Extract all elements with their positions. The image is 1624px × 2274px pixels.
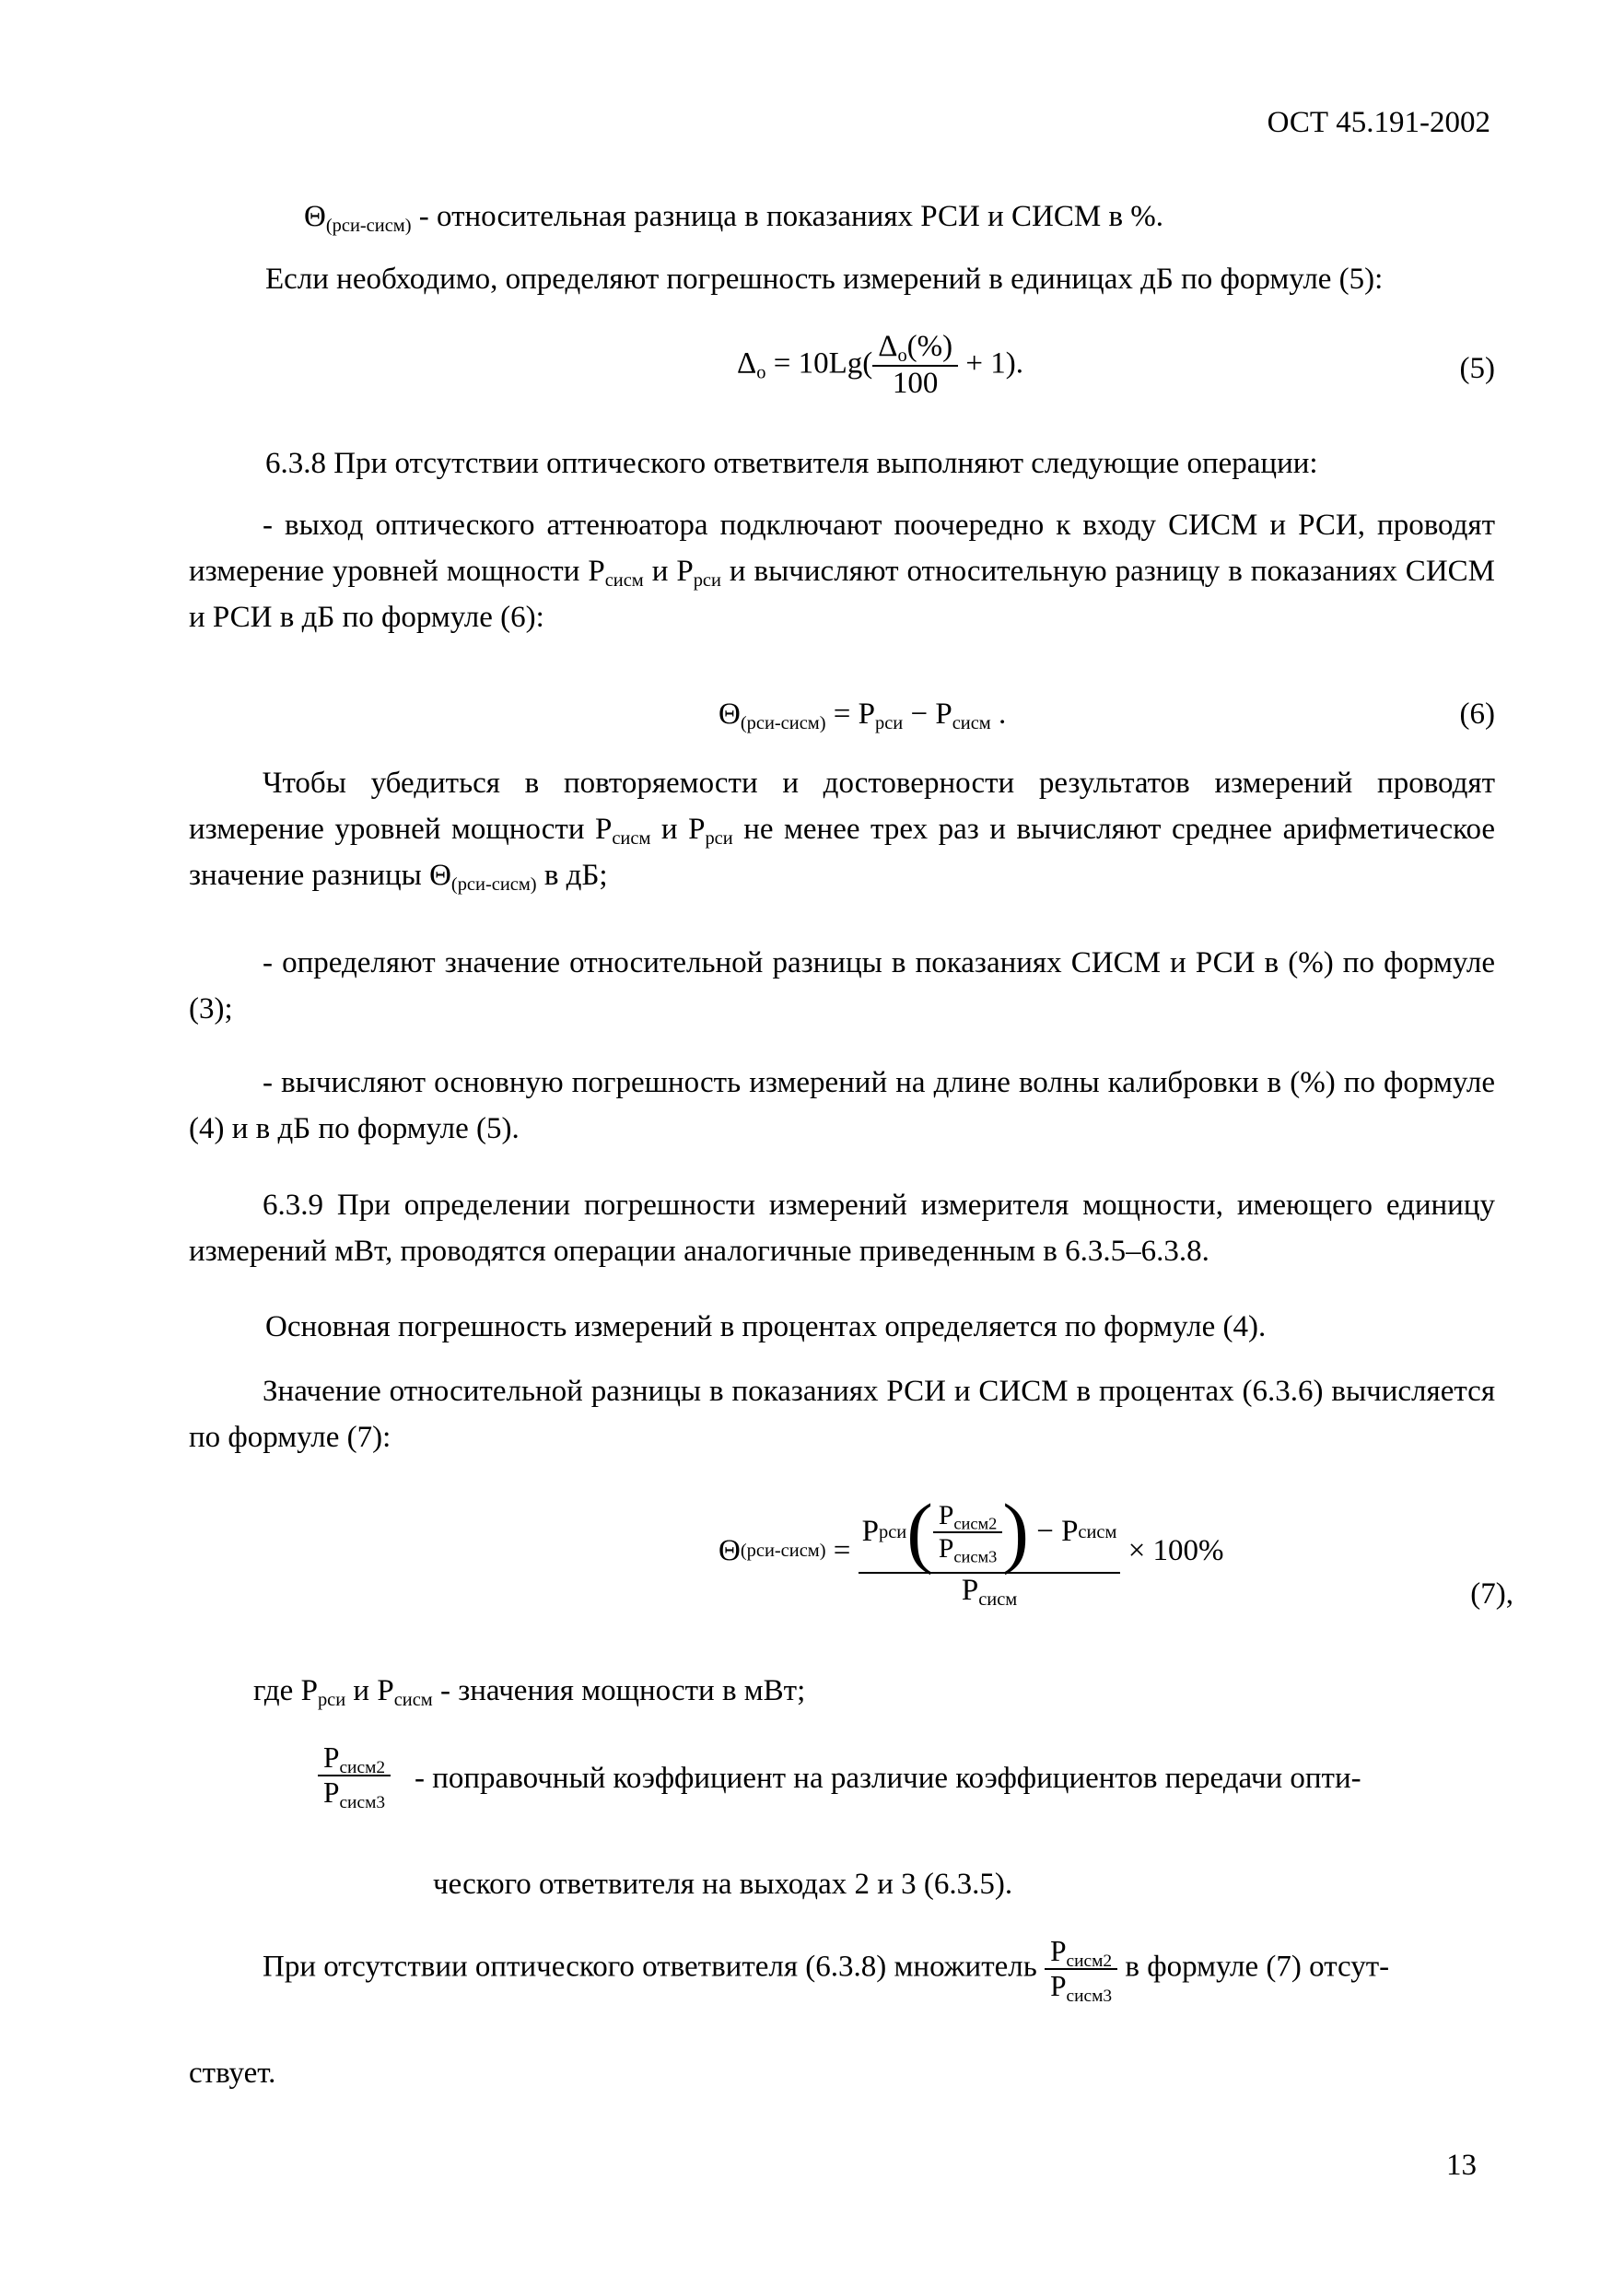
p5-text-4: в дБ;	[536, 859, 608, 892]
formula-7-inner-fraction	[933, 1500, 1003, 1565]
paragraph-where	[253, 1668, 805, 1714]
coef-den-p: Р	[323, 1776, 340, 1810]
formula-7-inner-num-p: Р	[938, 1500, 954, 1530]
formula-7-den-sub: сисм	[978, 1588, 1018, 1610]
coef-den-sub: сисм3	[339, 1792, 386, 1812]
formula-5-suffix: + 1).	[958, 346, 1023, 381]
coef-num-sub: сисм2	[339, 1757, 386, 1777]
p5-text-2: и Р	[650, 813, 706, 846]
p4-sub-1: сисм	[604, 570, 644, 592]
document-code: ОСТ 45.191-2002	[1267, 106, 1490, 139]
p5-text-3: не менее трех раз и вычисляют среднее арифметическое значение разницы Θ	[189, 813, 1496, 892]
last-num-p: Р	[1050, 1935, 1067, 1967]
p4-text-1: - выход оптического аттенюатора подключают поочередно к входу СИСМ и РСИ, проводят измерение уровней мощности Р	[189, 509, 1495, 588]
formula-7-p-rsi: Р	[861, 1514, 879, 1548]
coef-text-line-1: - поправочный коэффициент на различие коэффициентов передачи опти-	[415, 1762, 1361, 1795]
formula-5-den: 100	[892, 366, 939, 400]
formula-7: Θ (рси-сисм) = Р рси ( $\frac{Р_{сисм2}}{Р_{сисм3}}$ ) − Р сисм $Р_{сисм}$ × 100%	[719, 1488, 1224, 1610]
formula-6-mid: = Р	[825, 697, 875, 731]
where-sub-2: сисм	[393, 1690, 433, 1711]
p5-text-1: Чтобы убедиться в повторяемости и достоверности результатов измерений проводят измерение уровней мощности Р	[189, 767, 1495, 846]
formula-7-left-paren: (	[906, 1488, 933, 1576]
where-text-3: - значения мощности в мВт;	[432, 1674, 806, 1707]
formula-7-minus: − Р	[1028, 1514, 1079, 1548]
formula-6-minus: − Р	[903, 697, 952, 731]
p5-sub-2: рси	[705, 828, 733, 850]
coef-text-line-2: ческого ответвителя на выходах 2 и 3 (6.3.5).	[433, 1868, 1013, 1901]
formula-6-lhs-sub: (рси-сисм)	[740, 713, 826, 734]
formula-5-num-tail: (%)	[906, 330, 953, 363]
paragraph-attenuator-output	[189, 502, 1495, 640]
where-sub-1: рси	[317, 1690, 346, 1711]
paragraph-repeatability	[189, 760, 1495, 898]
formula-5-fraction	[872, 330, 958, 402]
formula-6-number: (6)	[1459, 697, 1495, 731]
paragraph-6-3-9: 6.3.9 При определении погрешности измерений измерителя мощности, имеющего единицу измерений мВт, проводятся операции аналогичные приведенным в 6.3.5–6.3.8.	[189, 1189, 1495, 1268]
paragraph-formula-7-intro: Значение относительной разницы в показаниях РСИ и СИСМ в процентах (6.3.6) вычисляется по формуле (7):	[189, 1375, 1495, 1454]
formula-6-lhs: Θ	[719, 697, 741, 731]
formula-6-sub-1: рси	[874, 713, 904, 734]
formula-7-fraction: Р рси ( $\frac{Р_{сисм2}}{Р_{сисм3}}$ ) − Р сисм $Р_{сисм}$	[859, 1493, 1121, 1609]
last-fraction	[1045, 1935, 1117, 2006]
where-text-1: где Р	[253, 1674, 318, 1707]
formula-5-num: Δ	[878, 330, 898, 363]
last-den-p: Р	[1050, 1970, 1067, 2003]
p5-sub-1: сисм	[612, 828, 651, 850]
p4-text-3: и вычисляют относительную разницу в показаниях СИСМ и РСИ в дБ по формуле (6):	[189, 555, 1496, 634]
formula-6-sub-2: сисм	[952, 713, 991, 734]
theta-definition-text: - относительная разница в показаниях РСИ и СИСМ в %.	[411, 200, 1164, 233]
formula-5	[737, 330, 1023, 402]
paragraph-no-coupler	[263, 1935, 1390, 2006]
p5-sub-3: (рси-сисм)	[450, 874, 537, 896]
formula-7-den-p: Р	[961, 1573, 979, 1607]
p4-sub-2: рси	[693, 570, 721, 592]
paragraph-percent-error: Основная погрешность измерений в процентах определяется по формуле (4).	[265, 1310, 1267, 1343]
formula-5-lhs-sub: о	[756, 362, 766, 383]
formula-7-lhs: Θ	[719, 1533, 741, 1567]
formula-7-number: (7),	[1470, 1577, 1513, 1611]
page-number: 13	[1446, 2149, 1477, 2182]
paragraph-basic-error: - вычисляют основную погрешность измерений на длине волны калибровки в (%) по формуле (4) и в дБ по формуле (5).	[189, 1066, 1495, 1145]
coef-fraction	[318, 1741, 391, 1810]
coef-num-p: Р	[323, 1741, 340, 1774]
theta-definition	[304, 193, 1163, 240]
paragraph-db-intro: Если необходимо, определяют погрешность измерений в единицах дБ по формуле (5):	[265, 263, 1384, 296]
last-text-2: в формуле (7) отсут-	[1117, 1950, 1390, 1984]
formula-7-eq: =	[825, 1533, 859, 1567]
formula-7-tail: × 100%	[1120, 1533, 1224, 1567]
theta-subscript: (рси-сисм)	[325, 216, 412, 237]
paragraph-relative-difference: - определяют значение относительной разницы в показаниях СИСМ и РСИ в (%) по формуле (3);	[189, 946, 1495, 1026]
p4-text-2: и Р	[643, 555, 694, 588]
last-den-sub: сисм3	[1066, 1986, 1113, 2006]
formula-7-right-paren: )	[1002, 1488, 1029, 1576]
formula-6	[719, 691, 1006, 737]
theta-symbol: Θ	[304, 200, 326, 233]
formula-7-inner-num-sub: сисм2	[953, 1514, 998, 1533]
last-text-1: При отсутствии оптического ответвителя (6.3.8) множитель	[263, 1950, 1046, 1984]
where-text-2: и Р	[345, 1674, 394, 1707]
paragraph-6-3-8: 6.3.8 При отсутствии оптического ответвителя выполняют следующие операции:	[265, 447, 1318, 480]
formula-5-num-sub: о	[897, 346, 907, 367]
formula-5-number: (5)	[1459, 352, 1495, 385]
paragraph-no-coupler-end: ствует.	[189, 2057, 276, 2090]
last-num-sub: сисм2	[1066, 1951, 1113, 1971]
formula-7-inner-den-p: Р	[938, 1533, 954, 1564]
formula-5-lhs: Δ	[737, 346, 757, 381]
formula-5-prefix: = 10Lg(	[765, 346, 873, 381]
formula-6-end: .	[990, 697, 1007, 731]
formula-7-inner-den-sub: сисм3	[953, 1547, 998, 1566]
